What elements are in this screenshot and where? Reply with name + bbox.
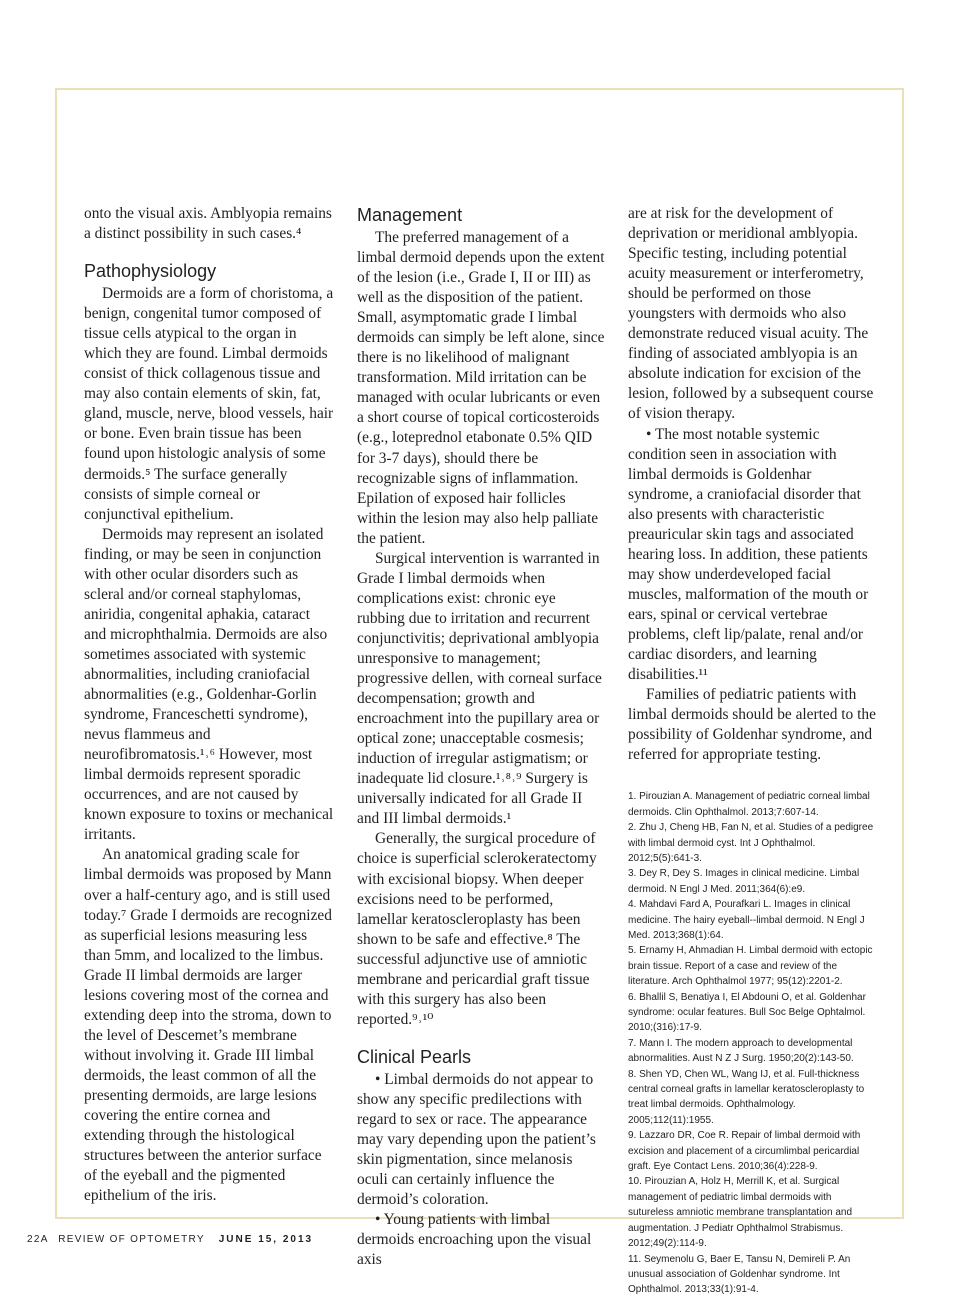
reference-item: 6. Bhallil S, Benatiya I, El Abdouni O, et al. Goldenhar syndrome: ocular features. Bull Soc Belge Ophtalmol. 2010;(316):17-9. xyxy=(628,991,866,1034)
reference-item: 7. Mann I. The modern approach to developmental abnormalities. Aust N Z J Surg. 1950;20(2):143-50. xyxy=(628,1037,854,1065)
paragraph: Dermoids may represent an isolated finding, or may be seen in conjunction with other ocular disorders such as scleral and/or corneal staphylomas, aniridia, congenital aphakia, cataract and microphthalmia. Dermoids are also sometimes associated with systemic abnormalities, including craniofacial abnormalities (e.g., Goldenhar-Gorlin syndrome, Franceschetti syndrome), nevus flammeus and neurofibromatosis.¹˒⁶ However, most limbal dermoids represent sporadic occurrences, and are not caused by known exposure to toxins or mechanical irritants. xyxy=(84,525,334,844)
page-footer xyxy=(27,1234,313,1245)
paragraph: The preferred management of a limbal dermoid depends upon the extent of the lesion (i.e., Grade I, II or III) as well as the disposition of the patient. Small, asymptomatic grade I limbal dermoids can simply be left alone, since there is no likelihood of malignant transformation. Mild irritation can be managed with ocular lubricants or even a short course of topical corticosteroids (e.g., loteprednol etabonate 0.5% QID for 3-7 days), should there be recognizable signs of inflammation. Epilation of exposed hair follicles within the lesion may also help palliate the patient. xyxy=(357,229,605,547)
issue-date: JUNE 15, 2013 xyxy=(218,1234,314,1245)
paragraph: are at risk for the development of deprivation or meridional amblyopia. Specific testing, including potential acuity measurement or interferometry, should be performed on those youngsters with dermoids who also demonstrate reduced visual acuity. The finding of associated amblyopia is an absolute indication for excision of the lesion, followed by a subsequent course of vision therapy. xyxy=(628,205,874,423)
bullet-paragraph: • The most notable systemic condition seen in association with limbal dermoids is Goldenhar syndrome, a craniofacial disorder that also presents with characteristic preauricular skin tags and associated hearing loss. In addition, these patients may show underdeveloped facial muscles, malformation of the mouth or ears, spinal or cervical vertebrae problems, cleft lip/palate, renal and/or cardiac disorders, and learning disabilities.¹¹ xyxy=(628,425,869,684)
page-number: 22A xyxy=(27,1234,49,1245)
reference-item: 8. Shen YD, Chen WL, Wang IJ, et al. Full-thickness central corneal grafts in lamellar keratoscleroplasty to treat limbal dermoids. Ophthalmology. 2005;112(11):1955. xyxy=(628,1068,865,1126)
paragraph: Generally, the surgical procedure of choice is superficial sclerokeratectomy with excisional biopsy. When deeper excisions need to be performed, lamellar keratoscleroplasty has been shown to be safe and effective.⁸ The successful adjunctive use of amniotic membrane and pericardial graft tissue with this surgery has also been reported.⁹˒¹⁰ xyxy=(357,830,597,1028)
paragraph: onto the visual axis. Amblyopia remains a distinct possibility in such cases.⁴ xyxy=(84,205,332,243)
paragraph: Surgical intervention is warranted in Grade I limbal dermoids when complications exist: chronic eye rubbing due to irritation and recurrent conjunctivitis; deprivational amblyopia unresponsive to management; progressive dellen, with corneal surface decompensation; growth and encroachment into the pupillary area or optical zone; unacceptable cosmesis; induction of irregular astigmatism; or inadequate lid closure.¹˒⁸˒⁹ Surgery is universally indicated for all Grade II and III limbal dermoids.¹ xyxy=(357,549,602,828)
reference-item: 3. Dey R, Dey S. Images in clinical medicine. Limbal dermoid. N Engl J Med. 2011;364(6):e9. xyxy=(628,868,860,895)
reference-item: 1. Pirouzian A. Management of pediatric corneal limbal dermoids. Clin Ophthalmol. 2013;7:607-14. xyxy=(628,791,870,818)
paragraph: An anatomical grading scale for limbal dermoids was proposed by Mann over a half-century ago, and is still used today.⁷ Grade I dermoids are recognized as superficial lesions measuring less than 5mm, and localized to the limbus. Grade II limbal dermoids are larger lesions covering most of the cornea and extending deep into the stroma, down to the level of Descemet’s membrane without involving it. Grade III limbal dermoids, the least common of all the presenting dermoids, are large lesions covering the entire cornea and extending through the histological structures between the anterior surface of the eyeball and the pigmented epithelium of the iris. xyxy=(84,846,332,1205)
article-column-3 xyxy=(628,204,878,1298)
publication-name: REVIEW OF OPTOMETRY xyxy=(58,1234,205,1245)
reference-item: 11. Seymenolu G, Baer E, Tansu N, Demireli P. An unusual association of Goldenhar syndrome. Int Ophthalmol. 2013;33(1):91-4. xyxy=(628,1253,851,1296)
paragraph: Dermoids are a form of choristoma, a benign, congenital tumor composed of tissue cells atypical to the organ in which they are found. Limbal dermoids consist of thick collagenous tissue and may also contain elements of skin, fat, gland, muscle, nerve, blood vessels, hair or bone. Even brain tissue has been found upon histologic analysis of some dermoids.⁵ The surface generally consists of simple corneal or conjunctival epithelium. xyxy=(84,285,334,523)
article-column-1 xyxy=(84,204,334,1206)
article-column-2 xyxy=(357,204,607,1270)
bullet-paragraph: • Young patients with limbal dermoids encroaching upon the visual axis xyxy=(357,1211,592,1269)
reference-item: 9. Lazzaro DR, Coe R. Repair of limbal dermoid with excision and placement of a circumlimbal pericardial graft. Eye Contact Lens. 2010;36(4):228-9. xyxy=(628,1130,861,1173)
reference-item: 10. Pirouzian A, Holz H, Merrill K, et al. Surgical management of pediatric limbal dermoids with sutureless amniotic membrane transplantation and augmentation. J Pediatr Ophthalmol Strabismus. 2012;49(2):114-9. xyxy=(628,1176,853,1250)
paragraph: Families of pediatric patients with limbal dermoids should be alerted to the possibility of Goldenhar syndrome, and referred for appropriate testing. xyxy=(628,686,876,764)
section-heading-clinical-pearls: Clinical Pearls xyxy=(357,1046,472,1067)
section-heading-management: Management xyxy=(357,205,463,225)
reference-item: 2. Zhu J, Cheng HB, Fan N, et al. Studies of a pedigree with limbal dermoid cyst. Int J Ophthalmol. 2012;5(5):641-3. xyxy=(628,822,874,864)
references-list xyxy=(628,789,878,1297)
bullet-paragraph: • Limbal dermoids do not appear to show any specific predilections with regard to sex or race. The appearance may vary depending upon the patient’s skin pigmentation, since melanosis oculi can certainly influence the dermoid’s coloration. xyxy=(357,1070,596,1209)
reference-item: 5. Ernamy H, Ahmadian H. Limbal dermoid with ectopic brain tissue. Report of a case and review of the literature. Arch Ophthalmol 1977; 95(12):2201-2. xyxy=(628,945,873,988)
reference-item: 4. Mahdavi Fard A, Pourafkari L. Images in clinical medicine. The hairy eyeball--limbal dermoid. N Engl J Med. 2013;368(1):64. xyxy=(628,899,865,941)
section-heading-pathophysiology: Pathophysiology xyxy=(84,261,217,282)
